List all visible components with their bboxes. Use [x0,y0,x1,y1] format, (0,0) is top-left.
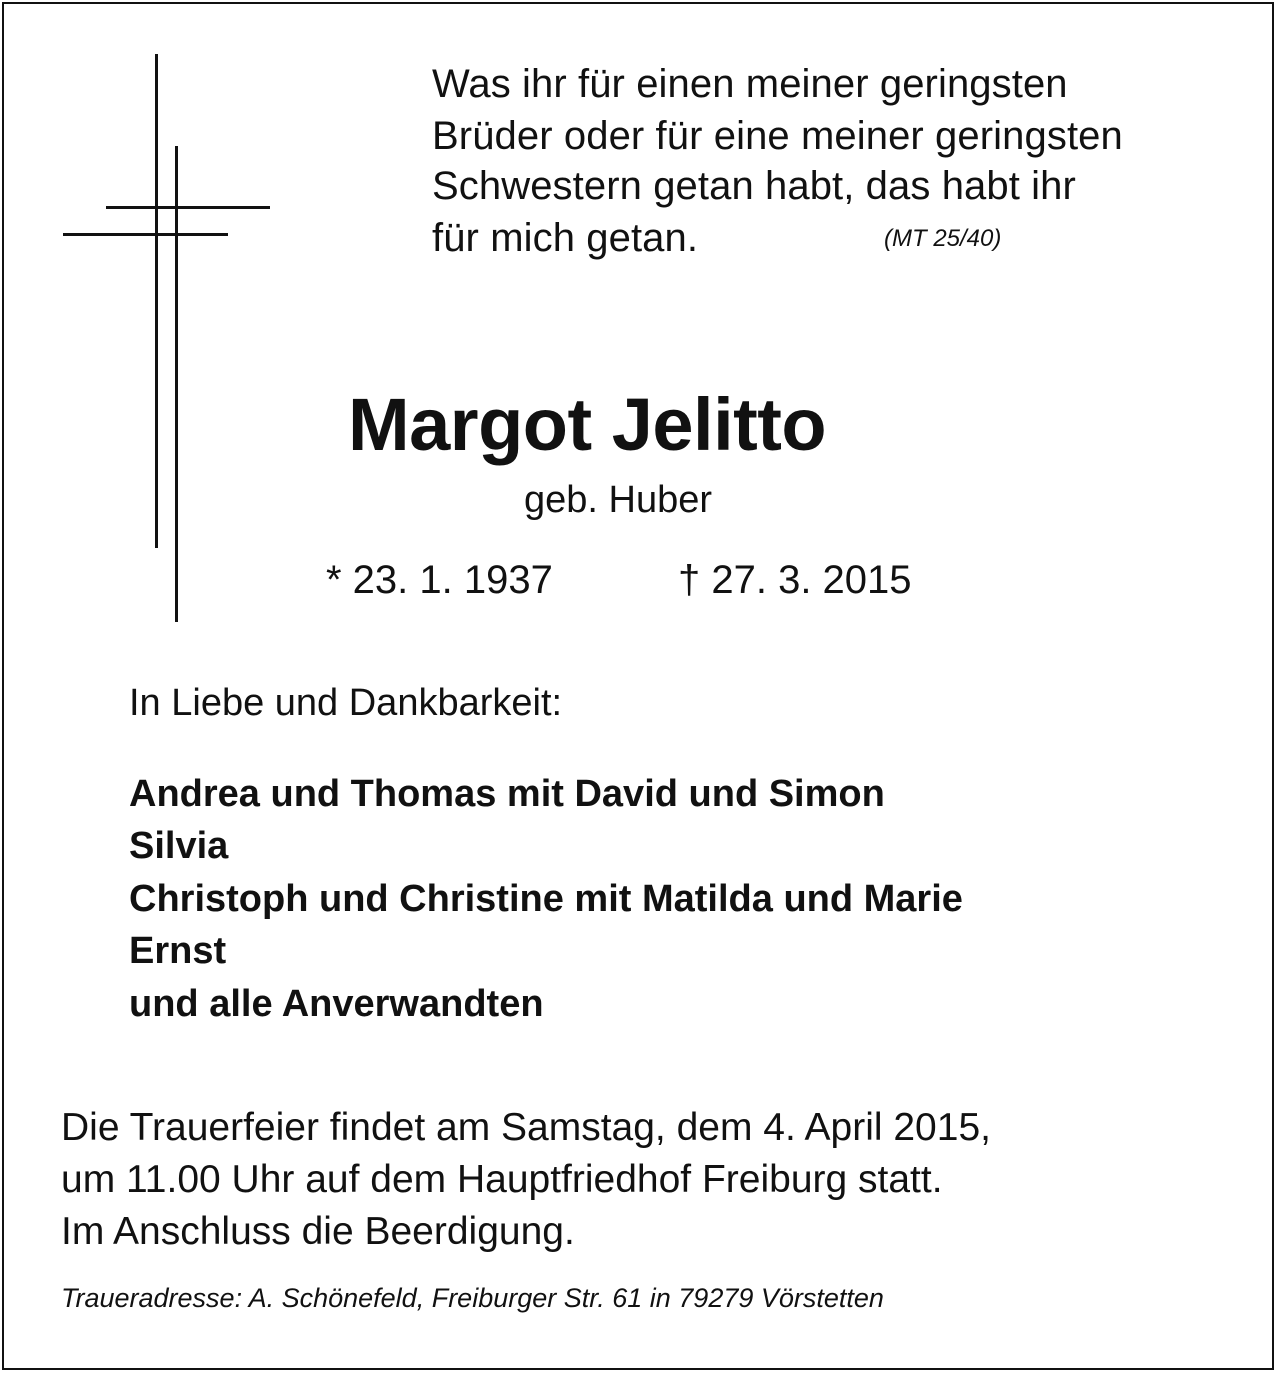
mourner-line: Christoph und Christine mit Matilda und Marie [129,878,963,920]
quote-line: Brüder oder für eine meiner geringsten [432,114,1123,158]
mourner-line: Silvia [129,825,229,867]
mourner-line: Ernst [129,930,227,972]
death-date: † 27. 3. 2015 [678,558,912,602]
quote-reference: (MT 25/40) [884,225,1002,252]
mourning-address: Traueradresse: A. Schönefeld, Freiburger Str. 61 in 79279 Vörstetten [61,1283,884,1313]
mourning-intro: In Liebe und Dankbarkeit: [129,682,563,724]
service-line: Im Anschluss die Beerdigung. [61,1210,575,1253]
quote-line: Schwestern getan habt, das habt ihr [432,164,1076,208]
birth-name: geb. Huber [524,479,713,521]
quote-line: für mich getan. [432,216,699,260]
deceased-name: Margot Jelitto [348,383,827,466]
quote-line: Was ihr für einen meiner geringsten [432,62,1068,106]
mourner-line: Andrea und Thomas mit David und Simon [129,773,885,815]
service-line: um 11.00 Uhr auf dem Hauptfriedhof Freiburg statt. [61,1158,943,1201]
service-line: Die Trauerfeier findet am Samstag, dem 4. April 2015, [61,1106,991,1149]
mourner-line: und alle Anverwandten [129,983,544,1025]
birth-date: * 23. 1. 1937 [326,558,553,602]
